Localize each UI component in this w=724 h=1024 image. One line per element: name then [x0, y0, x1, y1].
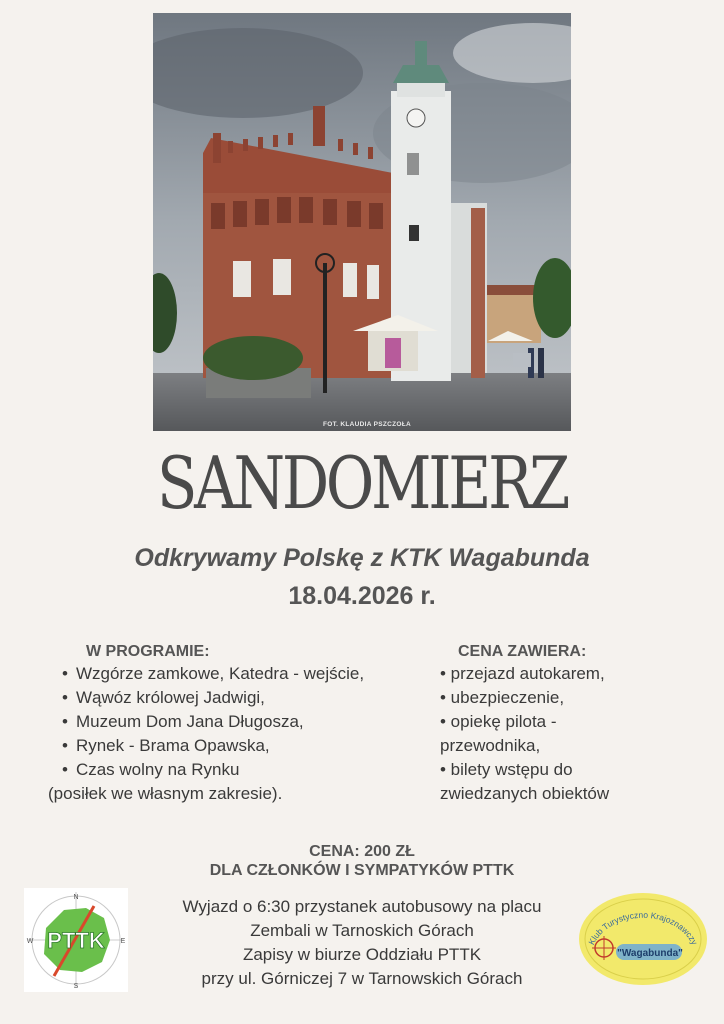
wagabunda-name: "Wagabunda"	[617, 948, 683, 959]
program-item: • Wzgórze zamkowe, Katedra - wejście,	[62, 662, 418, 686]
pttk-logo	[24, 888, 128, 992]
wagabunda-logo-icon	[576, 890, 710, 988]
photo-credit: FOT. KLAUDIA PSZCZOŁA	[322, 421, 411, 428]
compass-n: N	[73, 894, 79, 901]
program-item: • Muzeum Dom Jana Długosza,	[62, 710, 418, 734]
departure-line: przy ul. Górniczej 7 w Tarnowskich Górach	[201, 969, 523, 988]
price-section	[0, 842, 724, 880]
wagabunda-logo	[576, 890, 710, 988]
sandomierz-town-hall-photo	[153, 13, 571, 431]
departure-line: Zapisy w biurze Oddziału PTTK	[242, 945, 482, 964]
program-item: • Rynek - Brama Opawska,	[62, 734, 418, 758]
program-note: (posiłek we własnym zakresie).	[48, 784, 283, 803]
departure-line: Wyjazd o 6:30 przystanek autobusowy na placu	[182, 897, 542, 916]
pttk-logo-text: PTTK	[47, 928, 105, 953]
trip-date: 18.04.2026 r.	[288, 582, 436, 610]
program-list	[62, 662, 418, 782]
wagabunda-arc-text: Klub Turystyczno Krajoznawczy	[586, 909, 700, 947]
price-includes-line: • ubezpieczenie,	[440, 688, 565, 707]
pttk-logo-icon	[24, 888, 128, 992]
town-hall-illustration	[153, 13, 571, 431]
price-includes-line: • bilety wstępu do	[440, 760, 573, 779]
program-item: • Czas wolny na Rynku	[62, 758, 418, 782]
compass-e: E	[120, 938, 126, 945]
compass-s: S	[73, 983, 79, 990]
price-audience: DLA CZŁONKÓW I SYMPATYKÓW PTTK	[209, 862, 515, 879]
departure-info	[135, 895, 589, 991]
poster-title: SANDOMIERZ	[156, 441, 568, 525]
price-includes-section	[440, 642, 680, 806]
price-includes-line: przewodnika,	[440, 736, 541, 755]
compass-w: W	[26, 938, 34, 945]
price-includes-line: • przejazd autokarem,	[440, 664, 605, 683]
price-includes-heading: CENA ZAWIERA:	[458, 643, 587, 660]
poster-subtitle: Odkrywamy Polskę z KTK Wagabunda	[134, 544, 590, 572]
price-includes-line: • opiekę pilota -	[440, 712, 557, 731]
program-item: • Wąwóz królowej Jadwigi,	[62, 686, 418, 710]
price-amount: CENA: 200 ZŁ	[309, 843, 415, 860]
program-heading: W PROGRAMIE:	[86, 643, 210, 660]
departure-line: Zembali w Tarnoskich Górach	[250, 921, 474, 940]
program-section	[48, 642, 418, 806]
price-includes-line: zwiedzanych obiektów	[440, 784, 610, 803]
